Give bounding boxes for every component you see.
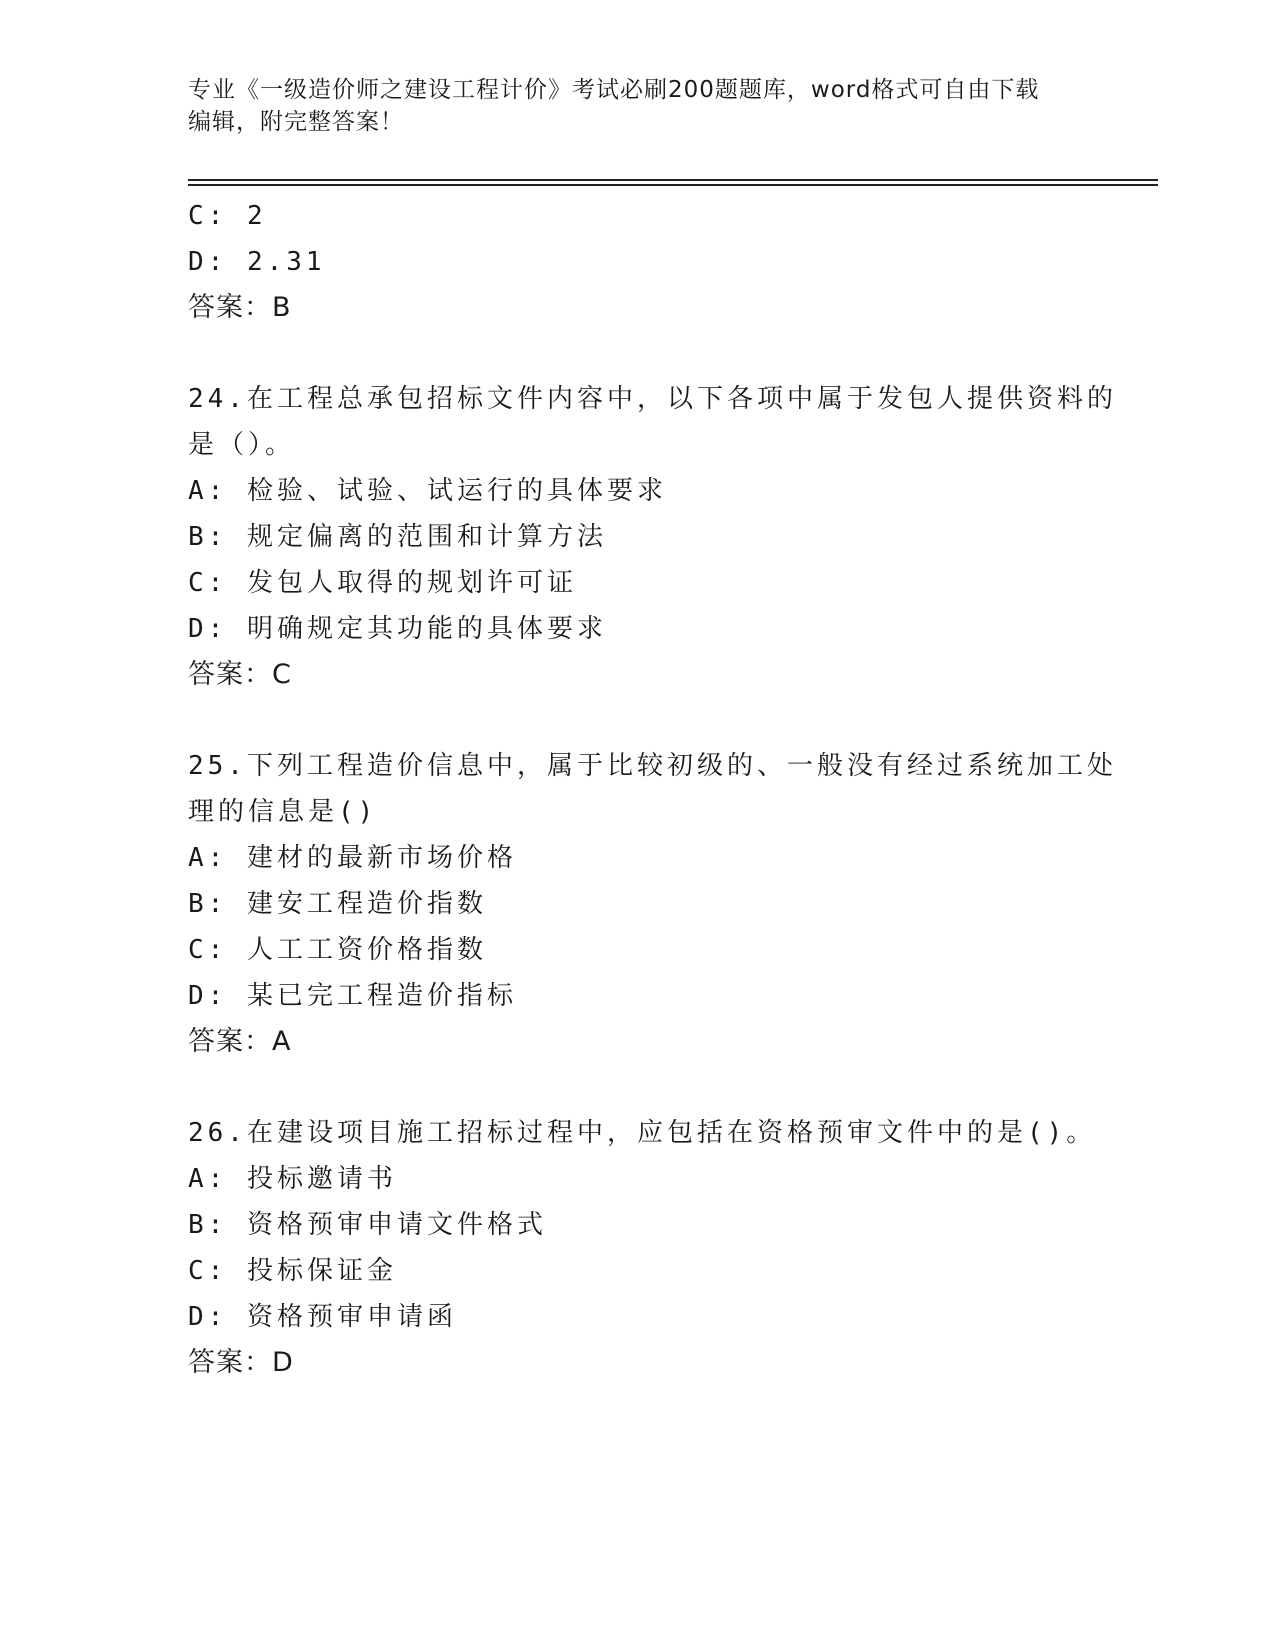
document-header (188, 74, 1088, 138)
answer-line: 答案：B (188, 292, 292, 323)
option-a: A: 建材的最新市场价格 (188, 843, 517, 873)
answer-line: 答案：C (188, 659, 292, 690)
option-b: B: 规定偏离的范围和计算方法 (188, 522, 607, 552)
option-d: D: 资格预审申请函 (188, 1302, 457, 1332)
option-b: B: 建安工程造价指数 (188, 889, 487, 919)
answer-line: 答案：A (188, 1026, 292, 1057)
question-26 (188, 1110, 1097, 1386)
option-c: C: 投标保证金 (188, 1256, 397, 1286)
question-text-line: 26.在建设项目施工招标过程中，应包括在资格预审文件中的是()。 (188, 1118, 1097, 1148)
option-a: A: 投标邀请书 (188, 1164, 397, 1194)
option-c: C: 人工工资价格指数 (188, 935, 487, 965)
header-line-1: 专业《一级造价师之建设工程计价》考试必刷200题题库，word格式可自由下载 (188, 77, 1040, 103)
option-c: C: 发包人取得的规划许可证 (188, 568, 577, 598)
question-24 (188, 376, 1117, 698)
header-rule-top (188, 179, 1158, 181)
answer-line: 答案：D (188, 1347, 294, 1378)
header-rule-bottom (188, 184, 1158, 186)
question-list (188, 193, 1117, 1431)
option-d: D: 某已完工程造价指标 (188, 981, 517, 1011)
question-25 (188, 743, 1117, 1065)
prev-question (188, 193, 1088, 331)
option-c: C: 2 (188, 201, 267, 231)
question-text-line: 是（）。 (188, 430, 296, 460)
option-d: D: 2.31 (188, 247, 326, 277)
option-a: A: 检验、试验、试运行的具体要求 (188, 476, 667, 506)
option-d: D: 明确规定其功能的具体要求 (188, 614, 607, 644)
question-text-line: 25.下列工程造价信息中，属于比较初级的、一般没有经过系统加工处 (188, 751, 1117, 781)
question-text-line: 理的信息是() (188, 797, 378, 827)
header-line-2: 编辑，附完整答案！ (188, 109, 404, 135)
question-text-line: 24.在工程总承包招标文件内容中，以下各项中属于发包人提供资料的 (188, 384, 1117, 414)
option-b: B: 资格预审申请文件格式 (188, 1210, 547, 1240)
